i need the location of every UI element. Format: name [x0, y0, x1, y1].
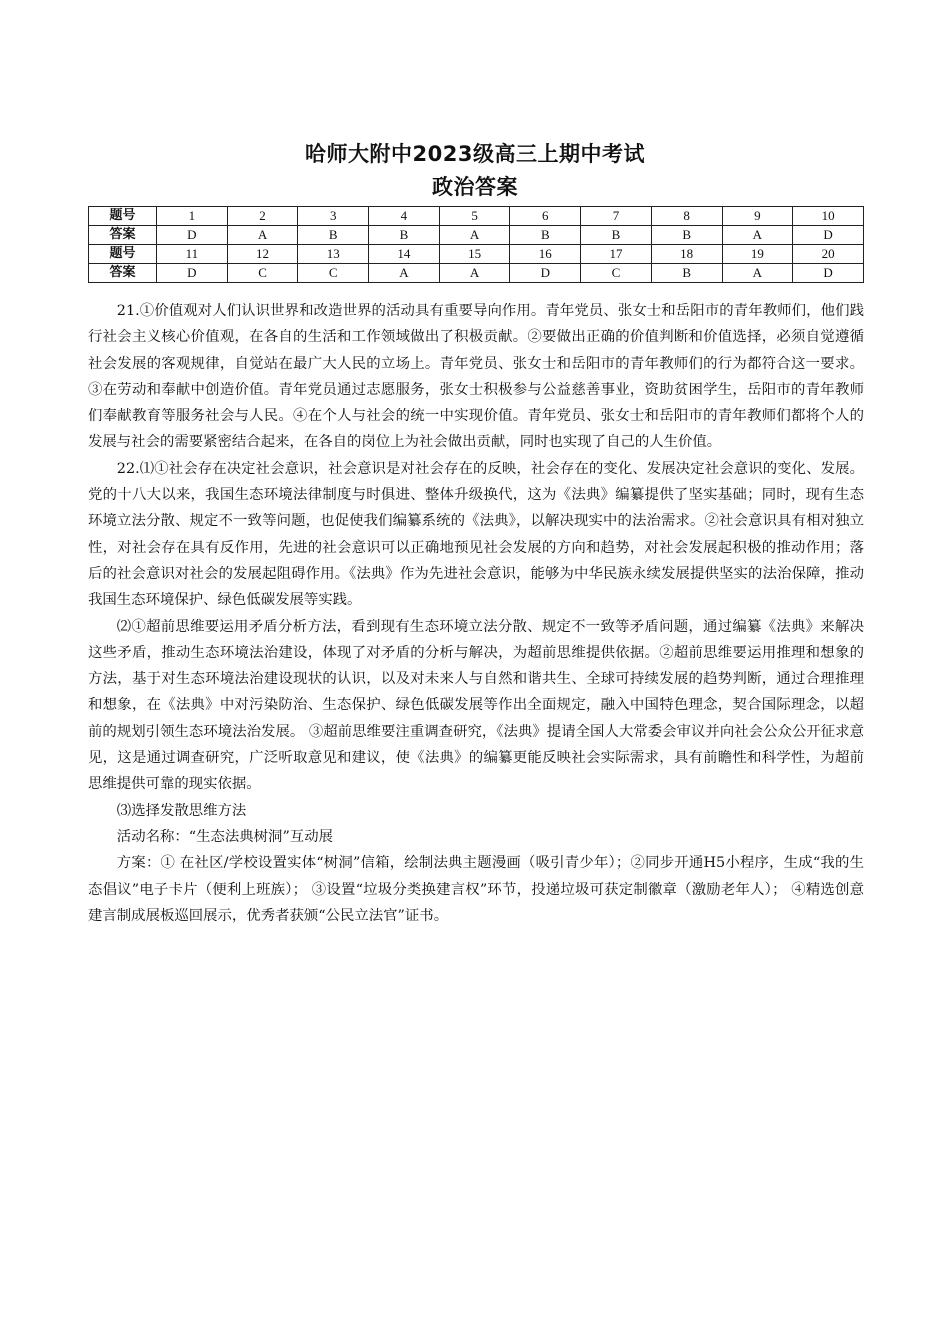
question-number-cell: 10	[793, 207, 864, 226]
answer-cell: B	[369, 226, 440, 245]
answer-cell: B	[651, 264, 722, 283]
question-number-cell: 15	[439, 245, 510, 264]
answer-paragraph-22-1: 22.⑴①社会存在决定社会意识，社会意识是对社会存在的反映，社会存在的变化、发展决定社会意识的变化、发展。党的十八大以来，我国生态环境法律制度与时俱进、整体升级换代，这为《法典》编纂提供了坚实基础；同时，现有生态环境立法分散、规定不一致等问题，也促使我们编纂系统的《法典》，以解决现实中的法治需求。②社会意识具有相对独立性，对社会存在具有反作用，先进的社会意识可以正确地预见社会发展的方向和趋势，对社会发展起积极的推动作用；落后的社会意识对社会的发展起阻碍作用。《法典》作为先进社会意识，能够为中华民族永续发展提供坚实的法治保障，推动我国生态环境保护、绿色低碳发展等实践。	[88, 460, 864, 609]
question-number-cell: 5	[439, 207, 510, 226]
row-label: 题号	[89, 245, 157, 264]
answer-cell: D	[157, 264, 228, 283]
answer-paragraph-21: 21.①价值观对人们认识世界和改造世界的活动具有重要导向作用。青年党员、张女士和岳阳市的青年教师们，他们践行社会主义核心价值观，在各自的生活和工作领域做出了积极贡献。②要做出正确的价值判断和价值选择，必须自觉遵循社会发展的客观规律，自觉站在最广大人民的立场上。青年党员、张女士和岳阳市的青年教师们的行为都符合这一要求。③在劳动和奉献中创造价值。青年党员通过志愿服务，张女士积极参与公益慈善事业，资助贫困学生，岳阳市的青年教师们奉献教育等服务社会与人民。④在个人与社会的统一中实现价值。青年党员、张女士和岳阳市的青年教师们都将个人的发展与社会的需要紧密结合起来，在各自的岗位上为社会做出贡献，同时也实现了自己的人生价值。	[88, 303, 864, 451]
question-number-cell: 1	[157, 207, 228, 226]
answer-cell: A	[722, 226, 793, 245]
question-number-cell: 13	[298, 245, 369, 264]
question-number-cell: 4	[369, 207, 440, 226]
answer-cell: B	[581, 226, 652, 245]
question-number-cell: 6	[510, 207, 581, 226]
answer-cell: D	[157, 226, 228, 245]
question-number-cell: 18	[651, 245, 722, 264]
answer-cell: C	[227, 264, 298, 283]
question-number-cell: 12	[227, 245, 298, 264]
row-label: 答案	[89, 226, 157, 245]
answer-body	[88, 298, 864, 929]
table-row-question-numbers-1	[89, 207, 864, 226]
answer-cell: A	[722, 264, 793, 283]
table-row-question-numbers-2	[89, 245, 864, 264]
row-label: 题号	[89, 207, 157, 226]
answer-cell: B	[298, 226, 369, 245]
table-row-answers-2	[89, 264, 864, 283]
question-number-cell: 17	[581, 245, 652, 264]
answer-paragraph-plan: 方案：① 在社区/学校设置实体“树洞”信箱，绘制法典主题漫画（吸引青少年）；②同步开通H5小程序，生成“我的生态倡议”电子卡片（便利上班族）； ③设置“垃圾分类换建言权”环节，投递垃圾可获定制徽章（激励老年人）； ④精选创意建言制成展板巡回展示，优秀者获颁“公民立法官”证书。	[88, 855, 864, 924]
answer-cell: D	[510, 264, 581, 283]
question-number-cell: 16	[510, 245, 581, 264]
answer-paragraph-22-3-method: ⑶选择发散思维方法	[116, 802, 247, 819]
page-title: 哈师大附中2023级高三上期中考试	[305, 142, 645, 166]
question-number-cell: 19	[722, 245, 793, 264]
page-subtitle: 政治答案	[432, 175, 518, 199]
answer-cell: B	[510, 226, 581, 245]
answer-cell: A	[369, 264, 440, 283]
answer-cell: D	[793, 264, 864, 283]
question-number-cell: 7	[581, 207, 652, 226]
row-label: 答案	[89, 264, 157, 283]
question-number-cell: 14	[369, 245, 440, 264]
answer-cell: C	[581, 264, 652, 283]
answer-paragraph-22-2: ⑵①超前思维要运用矛盾分析方法，看到现有生态环境立法分散、规定不一致等矛盾问题，通过编纂《法典》来解决这些矛盾，推动生态环境法治建设，体现了对矛盾的分析与解决，为超前思维提供依据。②超前思维要运用推理和想象的方法，基于对生态环境法治建设现状的认识，以及对未来人与自然和谐共生、全球可持续发展的趋势判断，通过合理推理和想象，在《法典》中对污染防治、生态保护、绿色低碳发展等作出全面规定，融入中国特色理念，契合国际理念，以超前的规划引领生态环境法治发展。 ③超前思维要注重调查研究，《法典》提请全国人大常委会审议并向社会公众公开征求意见，这是通过调查研究，广泛听取意见和建议，使《法典》的编纂更能反映社会实际需求，具有前瞻性和科学性，为超前思维提供可靠的现实依据。	[88, 618, 864, 793]
answer-cell: A	[439, 226, 510, 245]
question-number-cell: 3	[298, 207, 369, 226]
question-number-cell: 8	[651, 207, 722, 226]
answer-paragraph-activity-name: 活动名称：“生态法典树洞”互动展	[116, 828, 333, 845]
answer-cell: C	[298, 264, 369, 283]
answer-cell: A	[227, 226, 298, 245]
answer-cell: A	[439, 264, 510, 283]
question-number-cell: 20	[793, 245, 864, 264]
answer-table	[88, 206, 864, 283]
table-row-answers-1	[89, 226, 864, 245]
question-number-cell: 11	[157, 245, 228, 264]
question-number-cell: 9	[722, 207, 793, 226]
question-number-cell: 2	[227, 207, 298, 226]
answer-cell: B	[651, 226, 722, 245]
answer-cell: D	[793, 226, 864, 245]
